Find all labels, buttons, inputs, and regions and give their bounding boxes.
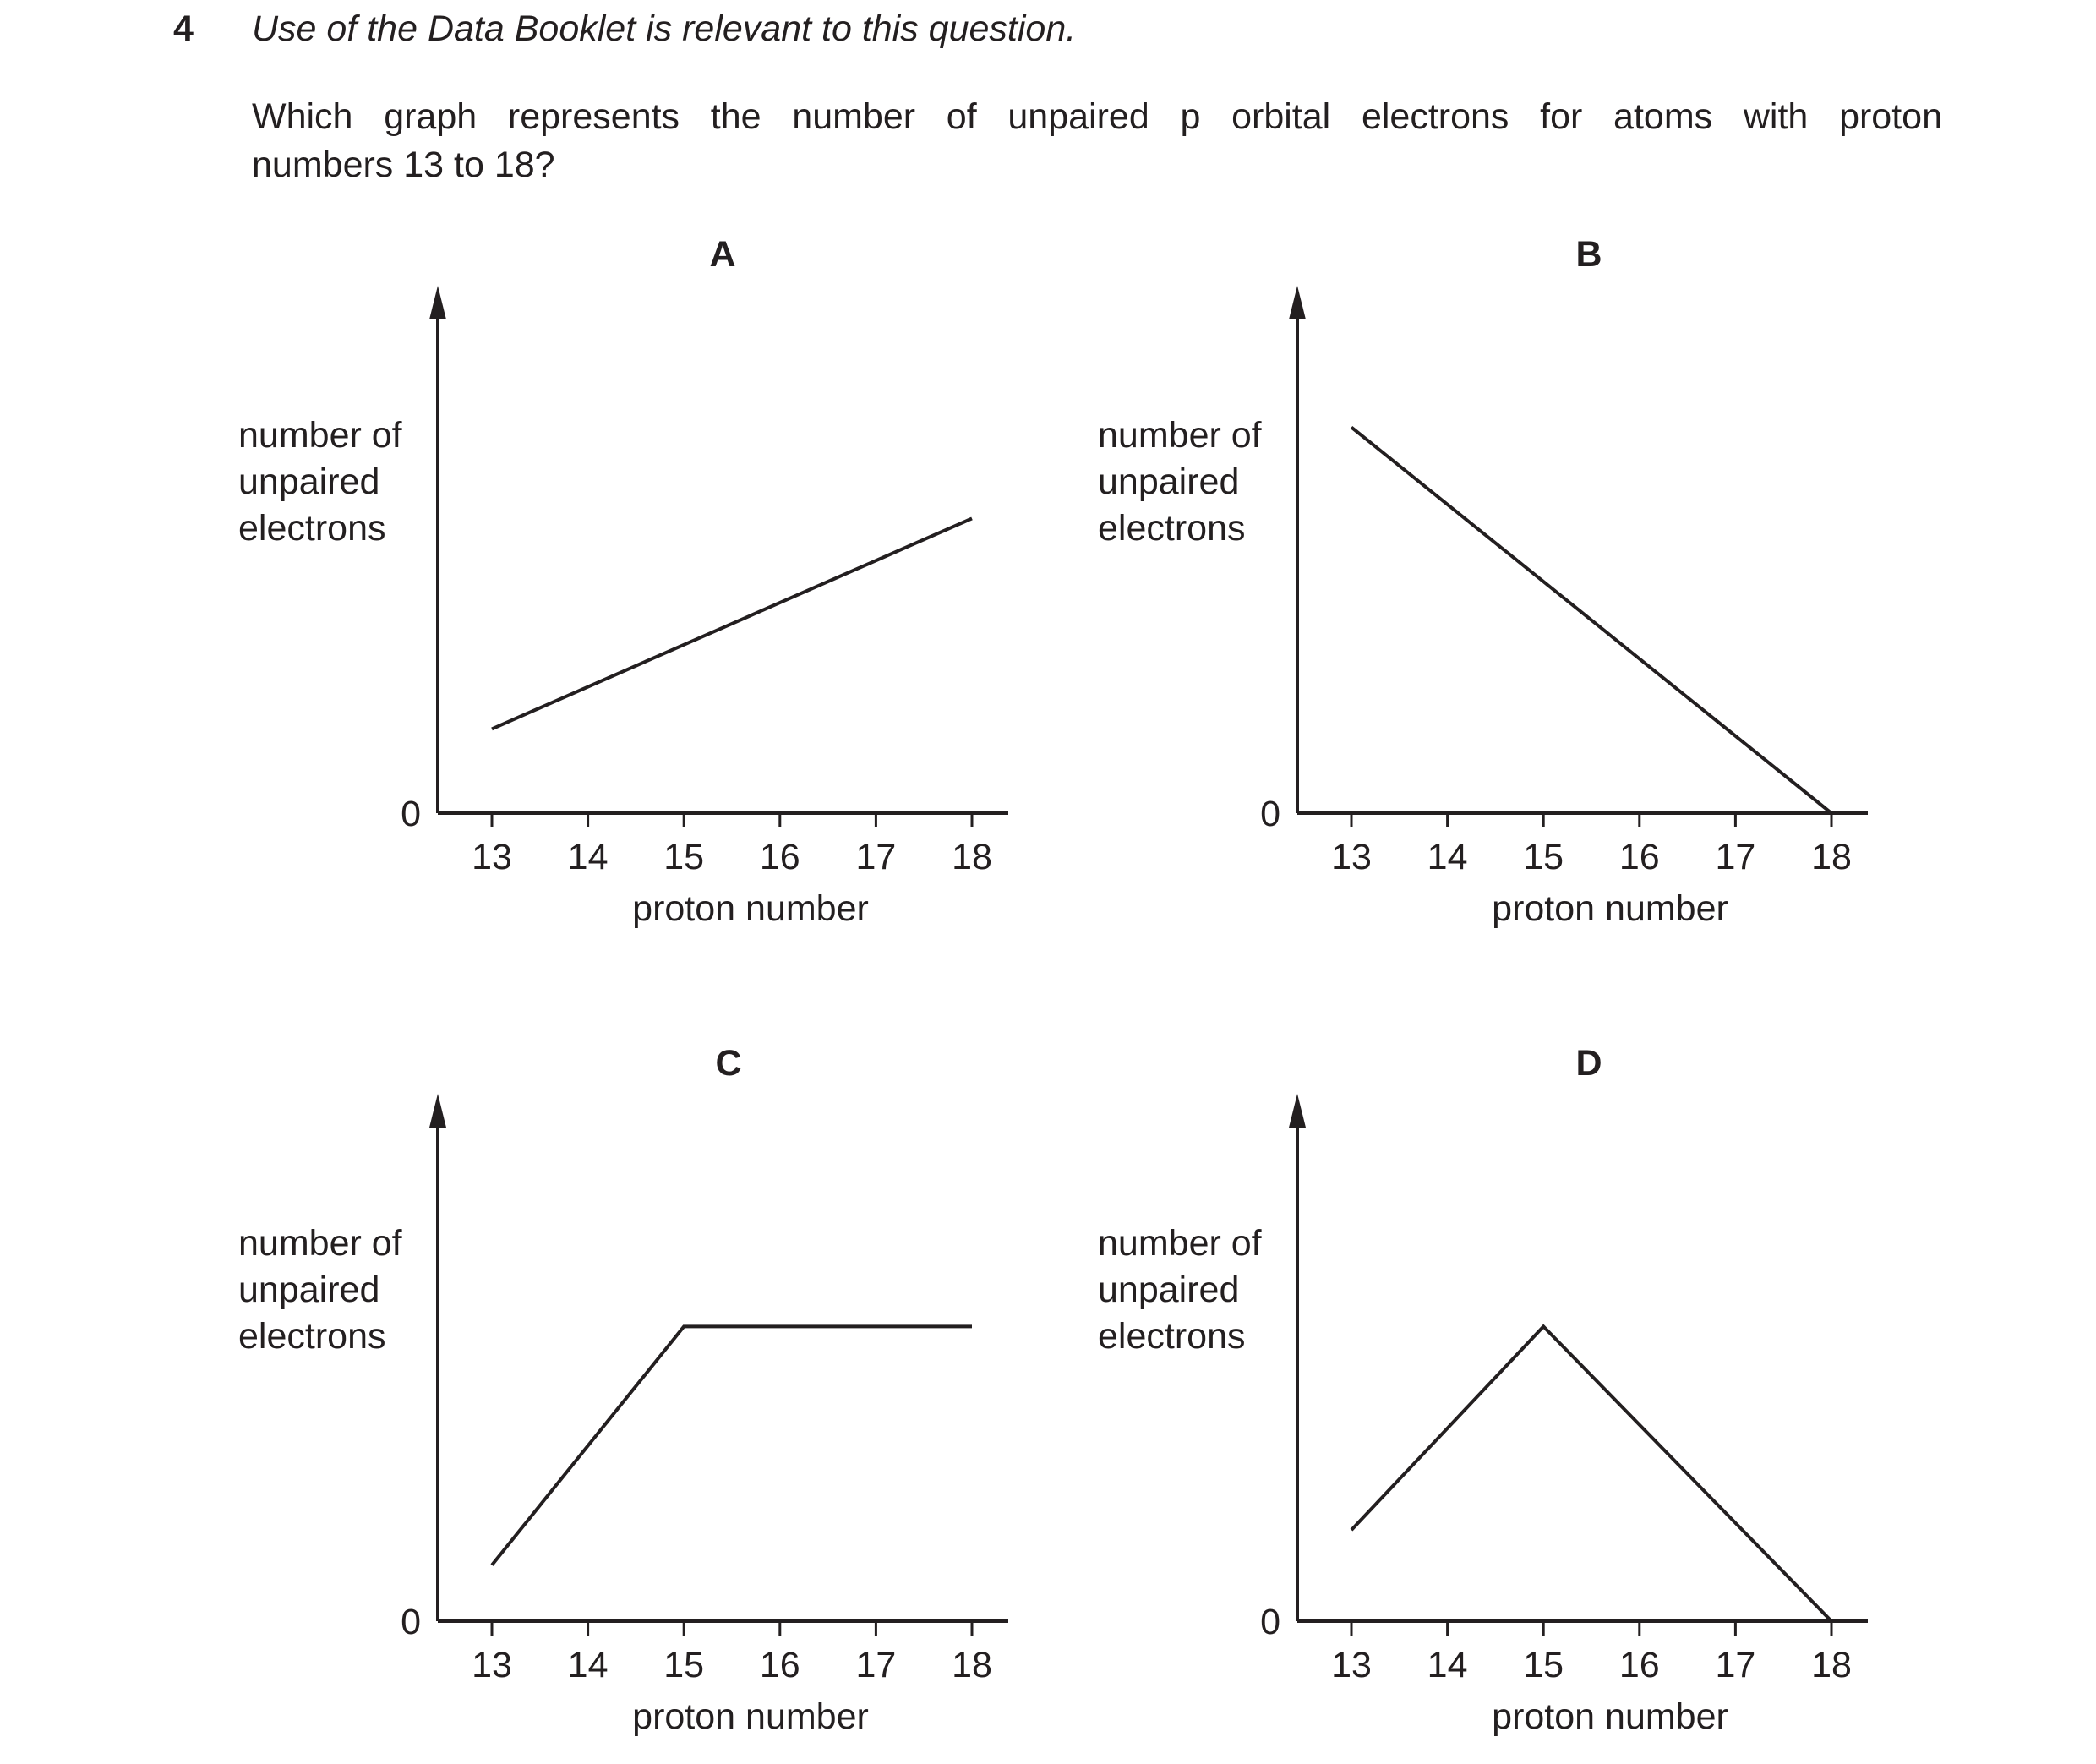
x-tick-label: 13 bbox=[1331, 1645, 1372, 1685]
x-tick-label: 15 bbox=[663, 1645, 705, 1685]
graph-c bbox=[238, 1043, 1008, 1737]
x-tick-label: 18 bbox=[952, 837, 992, 877]
x-tick-label: 16 bbox=[759, 1645, 800, 1685]
x-axis-label: proton number bbox=[1492, 888, 1728, 929]
y-axis-label-line: number of bbox=[1098, 1223, 1262, 1264]
question-instruction: Use of the Data Booklet is relevant to this question. bbox=[252, 8, 1077, 49]
y-axis-label bbox=[238, 1223, 403, 1357]
series-line bbox=[1351, 1326, 1831, 1621]
y-axis-label-line: number of bbox=[238, 1223, 402, 1264]
y-axis-label bbox=[1098, 415, 1263, 549]
x-tick-label: 17 bbox=[1715, 1645, 1756, 1685]
question-text-line-2: numbers 13 to 18? bbox=[252, 145, 555, 185]
y-axis-arrow bbox=[1289, 1094, 1306, 1128]
graph-a bbox=[238, 234, 1008, 929]
y-axis-arrow bbox=[1289, 286, 1306, 319]
y-tick-label: 0 bbox=[1260, 1602, 1280, 1642]
y-axis-label-line: unpaired bbox=[1098, 1270, 1240, 1310]
x-tick-label: 18 bbox=[1811, 1645, 1852, 1685]
x-tick-label: 13 bbox=[1331, 837, 1372, 877]
y-tick-label: 0 bbox=[1260, 794, 1280, 834]
graph-title-c: C bbox=[715, 1043, 742, 1084]
x-axis-label: proton number bbox=[632, 888, 869, 929]
x-axis-label: proton number bbox=[632, 1696, 869, 1737]
y-axis-label bbox=[1098, 1223, 1263, 1357]
x-tick-label: 15 bbox=[1523, 837, 1564, 877]
x-tick-label: 18 bbox=[952, 1645, 992, 1685]
y-axis-label-line: number of bbox=[238, 415, 402, 456]
x-tick-label: 14 bbox=[567, 837, 609, 877]
series-line bbox=[492, 518, 972, 729]
y-axis-label-line: number of bbox=[1098, 415, 1262, 456]
graph-title-a: A bbox=[709, 234, 736, 275]
x-tick-label: 13 bbox=[472, 837, 512, 877]
y-axis-label bbox=[238, 415, 403, 549]
y-axis-label-line: electrons bbox=[238, 1316, 386, 1357]
x-axis-label: proton number bbox=[1492, 1696, 1728, 1737]
series-line bbox=[1351, 428, 1831, 814]
x-tick-label: 16 bbox=[759, 837, 800, 877]
y-axis-arrow bbox=[429, 286, 446, 319]
series-line bbox=[492, 1326, 972, 1565]
y-axis-label-line: unpaired bbox=[238, 1270, 380, 1310]
y-tick-label: 0 bbox=[401, 1602, 421, 1642]
y-tick-label: 0 bbox=[401, 794, 421, 834]
y-axis-label-line: unpaired bbox=[1098, 461, 1240, 502]
y-axis-arrow bbox=[429, 1094, 446, 1128]
y-axis-label-line: unpaired bbox=[238, 461, 380, 502]
x-tick-label: 13 bbox=[472, 1645, 512, 1685]
question-text-line-1: Which graph represents the number of unpaired p orbital electrons for atoms with proton bbox=[252, 96, 1942, 137]
x-tick-label: 14 bbox=[567, 1645, 609, 1685]
y-axis-label-line: electrons bbox=[1098, 1316, 1246, 1357]
graph-b bbox=[1098, 234, 1868, 929]
x-tick-label: 17 bbox=[1715, 837, 1756, 877]
x-tick-label: 14 bbox=[1427, 837, 1468, 877]
graph-title-d: D bbox=[1575, 1043, 1602, 1084]
x-tick-label: 16 bbox=[1618, 837, 1660, 877]
x-tick-label: 17 bbox=[855, 1645, 897, 1685]
x-tick-label: 17 bbox=[855, 837, 897, 877]
graph-d bbox=[1098, 1043, 1868, 1737]
x-tick-label: 15 bbox=[1523, 1645, 1564, 1685]
x-tick-label: 18 bbox=[1811, 837, 1852, 877]
question-number: 4 bbox=[173, 8, 194, 49]
x-tick-label: 16 bbox=[1618, 1645, 1660, 1685]
y-axis-label-line: electrons bbox=[238, 508, 386, 549]
graph-title-b: B bbox=[1575, 234, 1602, 275]
y-axis-label-line: electrons bbox=[1098, 508, 1246, 549]
x-tick-label: 14 bbox=[1427, 1645, 1468, 1685]
x-tick-label: 15 bbox=[663, 837, 705, 877]
